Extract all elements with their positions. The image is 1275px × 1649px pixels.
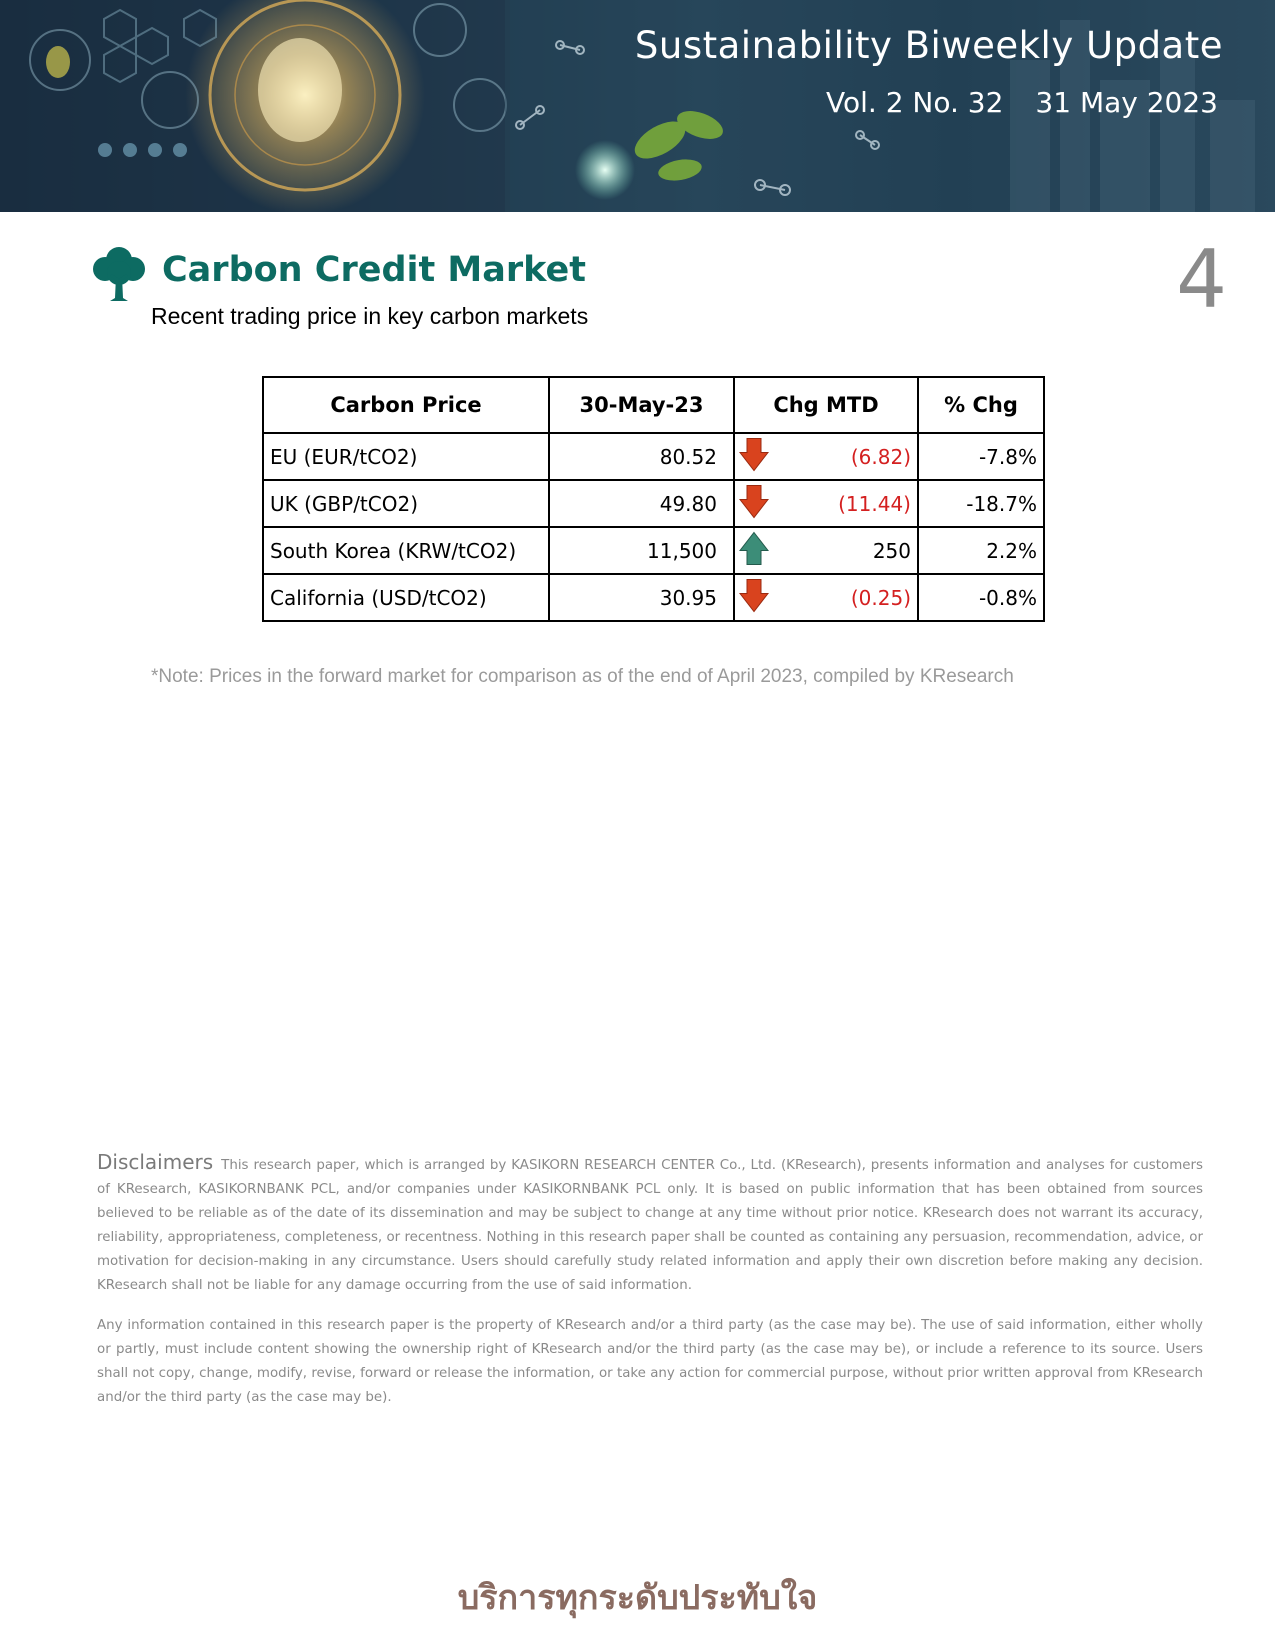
issue-date: 31 May 2023 xyxy=(1035,86,1218,119)
footnote: *Note: Prices in the forward market for comparison as of the end of April 2023, compiled by KResearch xyxy=(151,666,1014,687)
change-cell xyxy=(734,433,918,480)
table-row xyxy=(263,527,1044,574)
arrow-down-icon xyxy=(739,578,769,617)
pct-change-value: -7.8% xyxy=(918,433,1044,480)
change-cell xyxy=(734,480,918,527)
newsletter-title: Sustainability Biweekly Update xyxy=(634,24,1223,67)
table-row xyxy=(263,480,1044,527)
issue-info xyxy=(826,86,1218,119)
price-value: 80.52 xyxy=(549,433,734,480)
change-value: (0.25) xyxy=(850,585,911,610)
header-carbon-price: Carbon Price xyxy=(263,377,549,433)
footer-slogan: บริการทุกระดับประทับใจ xyxy=(457,1578,818,1618)
tree-icon xyxy=(92,246,146,302)
disclaimer-paragraph-1 xyxy=(97,1150,1203,1298)
change-cell xyxy=(734,574,918,621)
table-row xyxy=(263,433,1044,480)
pct-change-value: 2.2% xyxy=(918,527,1044,574)
price-value: 30.95 xyxy=(549,574,734,621)
disclaimer-heading: Disclaimers xyxy=(97,1150,214,1174)
market-name: UK (GBP/tCO2) xyxy=(263,480,549,527)
price-value: 11,500 xyxy=(549,527,734,574)
disclaimer-block xyxy=(97,1150,1203,1426)
table-row xyxy=(263,574,1044,621)
change-value: (6.82) xyxy=(850,444,911,469)
page-number: 4 xyxy=(1176,233,1227,326)
header-date: 30-May-23 xyxy=(549,377,734,433)
change-value: (11.44) xyxy=(838,491,911,516)
section-title: Carbon Credit Market xyxy=(162,250,586,290)
market-name: EU (EUR/tCO2) xyxy=(263,433,549,480)
market-name: California (USD/tCO2) xyxy=(263,574,549,621)
header-chg-mtd: Chg MTD xyxy=(734,377,918,433)
arrow-up-icon xyxy=(739,531,769,570)
pct-change-value: -18.7% xyxy=(918,480,1044,527)
price-value: 49.80 xyxy=(549,480,734,527)
disclaimer-text-1: This research paper, which is arranged by KASIKORN RESEARCH CENTER Co., Ltd. (KResearch), presents information and analyses for customers of KResearch, KASIKORNBANK PCL, and/or companies under KASIKORNBANK PCL only. It is based on public information that has been obtained from sources believed to be reliable as of the date of its dissemination and may be subject to change at any time without prior notice. KResearch does not warrant its accuracy, reliability, appropriateness, completeness, or recentness. Nothing in this research paper shall be counted as containing any persuasion, recommendation, advice, or motivation for decision-making in any circumstance. Users should carefully study related information and apply their own discretion before making any decision. KResearch shall not be liable for any damage occurring from the use of said information. xyxy=(97,1158,1203,1293)
section-subtitle: Recent trading price in key carbon markets xyxy=(151,303,589,329)
pct-change-value: -0.8% xyxy=(918,574,1044,621)
header-banner xyxy=(0,0,1275,212)
issue-volume: Vol. 2 No. 32 xyxy=(826,86,1004,119)
header-pct-chg: % Chg xyxy=(918,377,1044,433)
carbon-price-table xyxy=(262,376,1045,622)
change-value: 250 xyxy=(872,538,911,563)
disclaimer-paragraph-2: Any information contained in this research paper is the property of KResearch and/or a third party (as the case may be). The use of said information, either wholly or partly, must include content showing the ownership right of KResearch and/or the third party (as the case may be), or include a reference to its source. Users shall not copy, change, modify, revise, forward or release the information, or take any action for commercial purpose, without prior written approval from KResearch and/or the third party (as the case may be). xyxy=(97,1318,1203,1405)
change-cell xyxy=(734,527,918,574)
arrow-down-icon xyxy=(739,437,769,476)
market-name: South Korea (KRW/tCO2) xyxy=(263,527,549,574)
table-header-row xyxy=(263,377,1044,433)
arrow-down-icon xyxy=(739,484,769,523)
